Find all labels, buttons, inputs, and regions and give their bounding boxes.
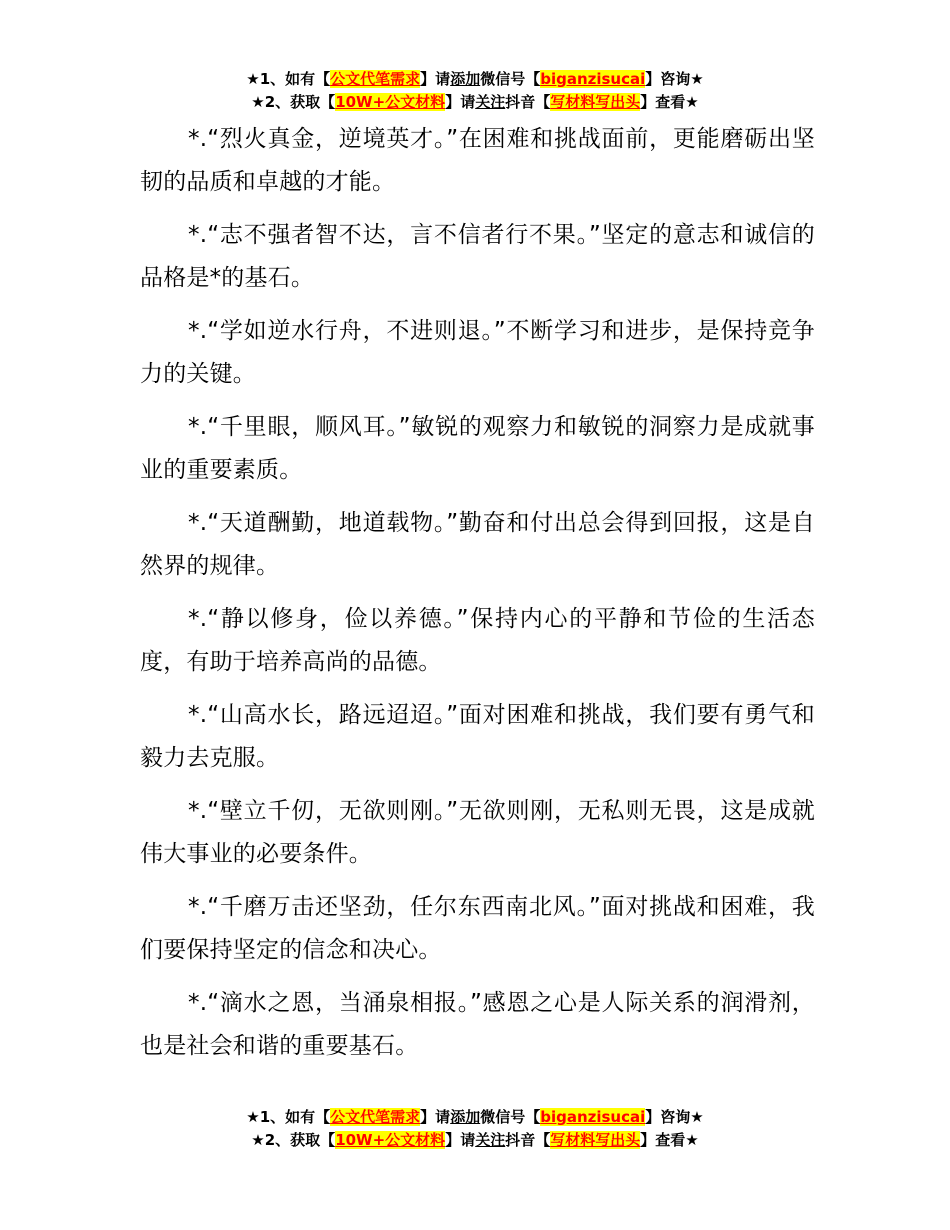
- header-line-2-text-2: 抖音【: [505, 93, 551, 111]
- footer-line-2-highlight-materials: 10W+公文材料: [335, 1131, 446, 1149]
- header-line-2-highlight-materials: 10W+公文材料: [335, 93, 446, 111]
- header-line-1-prefix: ★1、如有【: [246, 70, 331, 88]
- header-line-1-highlight-service: 公文代笔需求: [330, 70, 421, 88]
- footer-line-1-prefix: ★1、如有【: [246, 1108, 331, 1126]
- quote-paragraph-3: *.“学如逆水行舟，不进则退。”不断学习和进步，是保持竞争力的关键。: [140, 318, 815, 387]
- footer-line-1-text: 】请: [420, 1108, 451, 1126]
- header-line-1-text-2: 微信号【: [480, 70, 541, 88]
- document-body: [140, 118, 815, 1078]
- quote-paragraph-2: *.“志不强者智不达，言不信者行不果。”坚定的意志和诚信的品格是*的基石。: [140, 222, 815, 291]
- header-line-1-action: 添加: [450, 70, 481, 88]
- quote-paragraph-6: *.“静以修身，俭以养德。”保持内心的平静和节俭的生活态度，有助于培养高尚的品德。: [140, 606, 815, 675]
- quote-paragraph-8: *.“壁立千仞，无欲则刚。”无欲则刚，无私则无畏，这是成就伟大事业的必要条件。: [140, 798, 815, 867]
- header-line-1-suffix: 】咨询★: [645, 70, 704, 88]
- header-banner: [0, 68, 950, 114]
- header-line-2: [0, 91, 950, 114]
- quote-paragraph-1: *.“烈火真金，逆境英才。”在困难和挑战面前，更能磨砺出坚韧的品质和卓越的才能。: [140, 126, 815, 195]
- quote-paragraph-7: *.“山高水长，路远迢迢。”面对困难和挑战，我们要有勇气和毅力去克服。: [140, 702, 815, 771]
- quote-paragraph-9: *.“千磨万击还坚劲，任尔东西南北风。”面对挑战和困难，我们要保持坚定的信念和决心。: [140, 894, 815, 963]
- footer-line-1-highlight-wechat-id: biganzisucai: [540, 1108, 646, 1126]
- footer-line-2-action: 关注: [475, 1131, 506, 1149]
- header-line-2-suffix: 】查看★: [640, 93, 699, 111]
- header-line-2-prefix: ★2、获取【: [251, 93, 336, 111]
- footer-line-2-suffix: 】查看★: [640, 1131, 699, 1149]
- footer-line-1: [0, 1106, 950, 1129]
- footer-banner: [0, 1106, 950, 1152]
- footer-line-2-text-2: 抖音【: [505, 1131, 551, 1149]
- header-line-2-action: 关注: [475, 93, 506, 111]
- footer-line-1-highlight-service: 公文代笔需求: [330, 1108, 421, 1126]
- quote-paragraph-4: *.“千里眼，顺风耳。”敏锐的观察力和敏锐的洞察力是成就事业的重要素质。: [140, 414, 815, 483]
- footer-line-1-text-2: 微信号【: [480, 1108, 541, 1126]
- header-line-1-highlight-wechat-id: biganzisucai: [540, 70, 646, 88]
- footer-line-2-text: 】请: [445, 1131, 476, 1149]
- footer-line-1-action: 添加: [450, 1108, 481, 1126]
- header-line-1-text: 】请: [420, 70, 451, 88]
- footer-line-2-prefix: ★2、获取【: [251, 1131, 336, 1149]
- footer-line-2-highlight-douyin-account: 写材料写出头: [550, 1131, 641, 1149]
- quote-paragraph-10: *.“滴水之恩，当涌泉相报。”感恩之心是人际关系的润滑剂，也是社会和谐的重要基石。: [140, 990, 815, 1059]
- footer-line-1-suffix: 】咨询★: [645, 1108, 704, 1126]
- header-line-1: [0, 68, 950, 91]
- footer-line-2: [0, 1129, 950, 1152]
- header-line-2-text: 】请: [445, 93, 476, 111]
- header-line-2-highlight-douyin-account: 写材料写出头: [550, 93, 641, 111]
- quote-paragraph-5: *.“天道酬勤，地道载物。”勤奋和付出总会得到回报，这是自然界的规律。: [140, 510, 815, 579]
